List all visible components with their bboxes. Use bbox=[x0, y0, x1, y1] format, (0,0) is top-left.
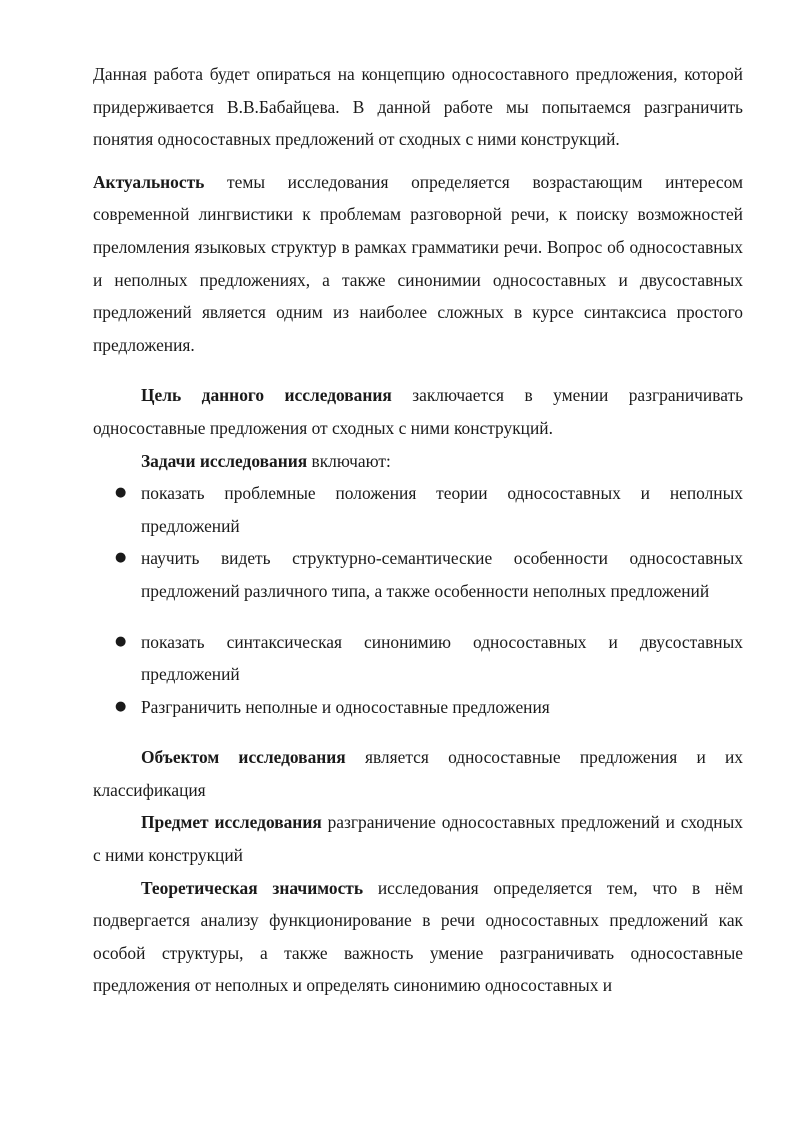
tasks-heading: Задачи исследования bbox=[141, 450, 308, 471]
tasks-list bbox=[93, 477, 743, 723]
relevance-text: темы исследования определяется возрастающим интересом современной лингвистики к проблемам разговорной речи, к поиску возможностей преломления языковых структур в рамках грамматики речи. Вопрос об односоставных и неполных предложениях, а также синонимии односоставных и двусоставных предложений является одним из наиболее сложных в курсе синтаксиса простого предложения. bbox=[93, 171, 743, 355]
goal-paragraph bbox=[93, 379, 743, 444]
list-item bbox=[93, 477, 743, 542]
relevance-heading: Актуальность bbox=[93, 171, 205, 192]
goal-heading: Цель данного исследования bbox=[141, 385, 392, 406]
list-item bbox=[93, 626, 743, 691]
object-heading: Объектом исследования bbox=[141, 747, 346, 768]
list-item-text: научить видеть структурно-семантические особенности односоставных предложений различного типа, а также особенности неполных предложений bbox=[141, 548, 743, 601]
list-item bbox=[93, 542, 743, 607]
theory-heading: Теоретическая значимость bbox=[141, 877, 364, 898]
list-item bbox=[93, 691, 743, 724]
theory-paragraph bbox=[93, 872, 743, 1002]
tasks-intro-paragraph bbox=[93, 445, 743, 478]
relevance-paragraph bbox=[93, 166, 743, 362]
goal-text: заключается в умении разграничивать односоставные предложения от сходных с ними конструкций. bbox=[93, 385, 743, 438]
intro-paragraph: Данная работа будет опираться на концепцию односоставного предложения, которой придерживается В.В.Бабайцева. В данной работе мы попытаемся разграничить понятия односоставных предложений от сходных с ними конструкций. bbox=[93, 64, 743, 150]
bullet-icon: ● bbox=[115, 550, 127, 566]
bullet-icon: ● bbox=[115, 698, 127, 714]
subject-text: разграничение односоставных предложений и сходных с ними конструкций bbox=[93, 812, 743, 866]
list-item-text: показать проблемные положения теории односоставных и неполных предложений bbox=[141, 483, 743, 536]
list-item-text: Разграничить неполные и односоставные предложения bbox=[141, 696, 550, 717]
list-item-text: показать синтаксическая синонимию односоставных и двусоставных предложений bbox=[141, 631, 743, 685]
subject-heading: Предмет исследования bbox=[141, 812, 322, 833]
subject-paragraph bbox=[93, 806, 743, 871]
tasks-intro-text: включают: bbox=[307, 450, 391, 471]
theory-text: исследования определяется тем, что в нём подвергается анализу функционирование в речи односоставных предложений как особой структуры, а также важность умение разграничивать односоставные предложения от неполных и определять синонимию односоставных и bbox=[93, 877, 743, 996]
object-text: является односоставные предложения и их классификация bbox=[93, 747, 743, 800]
bullet-icon: ● bbox=[115, 485, 127, 501]
document-page bbox=[93, 58, 743, 1002]
bullet-icon: ● bbox=[115, 633, 127, 649]
object-paragraph bbox=[93, 741, 743, 806]
